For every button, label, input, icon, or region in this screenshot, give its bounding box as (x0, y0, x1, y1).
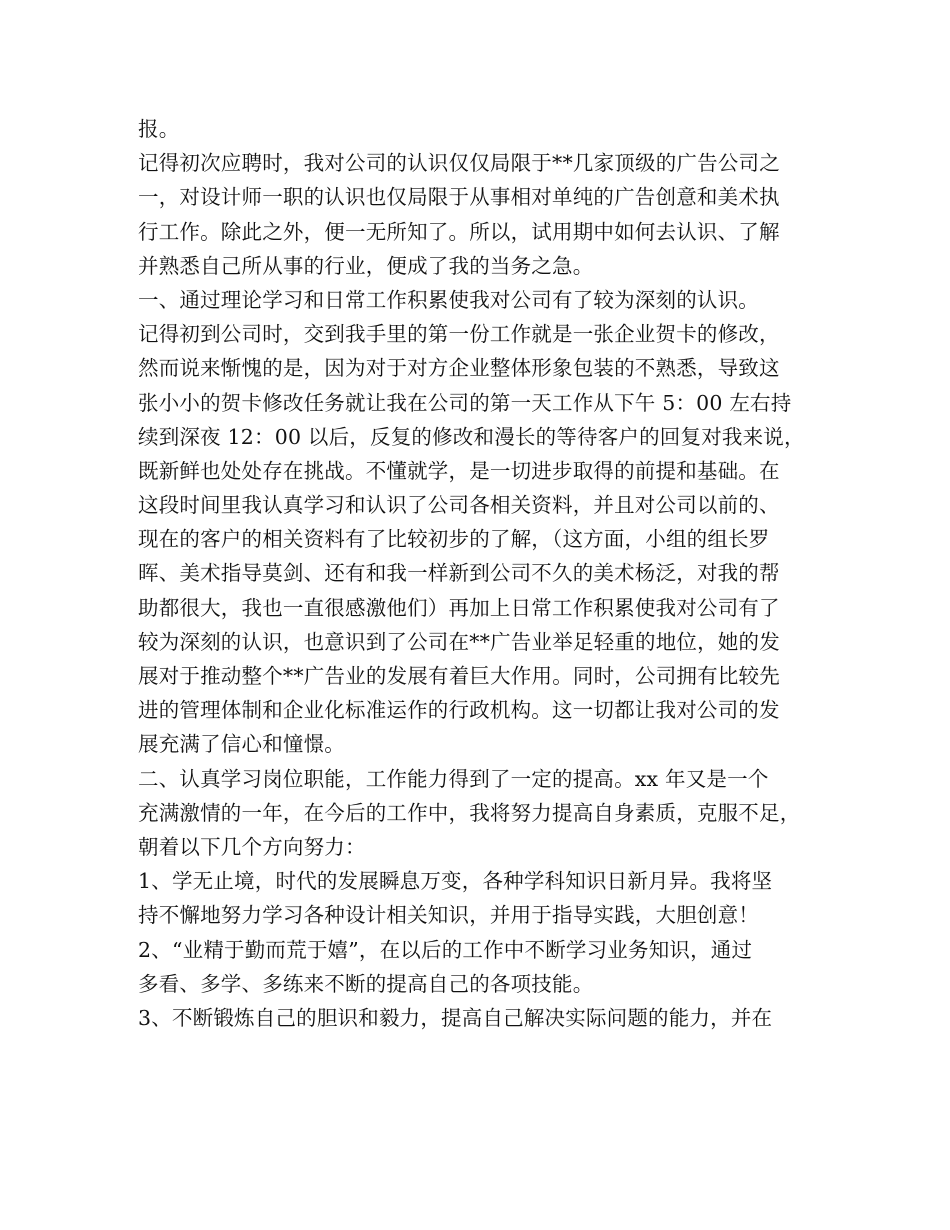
section-heading-2: 二、认真学习岗位职能，工作能力得到了一定的提高。xx 年又是一个 (138, 766, 769, 791)
text-line: 助都很大，我也一直很感激他们）再加上日常工作积累使我对公司有了 (138, 595, 780, 620)
text-line: 记得初到公司时，交到我手里的第一份工作就是一张企业贺卡的修改， (138, 322, 780, 347)
text-line: 朝着以下几个方向努力： (138, 834, 366, 859)
document-body (138, 112, 838, 1035)
list-item-3: 3、不断锻炼自己的胆识和毅力，提高自己解决实际问题的能力，并在 (138, 1005, 773, 1030)
text-line: 这段时间里我认真学习和认识了公司各相关资料，并且对公司以前的、 (138, 493, 780, 518)
text-line: 多看、多学、多练来不断的提高自己的各项技能。 (138, 971, 594, 996)
text-line: 既新鲜也处处存在挑战。不懂就学，是一切进步取得的前提和基础。在 (138, 458, 780, 483)
text-line: 展充满了信心和憧憬。 (138, 732, 345, 757)
text-line: 行工作。除此之外，便一无所知了。所以，试用期中如何去认识、了解 (138, 219, 780, 244)
list-item-1: 1、学无止境，时代的发展瞬息万变，各种学科知识日新月异。我将坚 (138, 869, 773, 894)
text-line: 记得初次应聘时，我对公司的认识仅仅局限于**几家顶级的广告公司之 (138, 151, 780, 176)
section-heading-1: 一、通过理论学习和日常工作积累使我对公司有了较为深刻的认识。 (138, 287, 759, 312)
text-line: 报。 (138, 117, 180, 141)
text-line: 晖、美术指导莫剑、还有和我一样新到公司不久的美术杨泛，对我的帮 (138, 561, 780, 586)
text-line: 续到深夜 12：00 以后，反复的修改和漫长的等待客户的回复对我来说， (138, 424, 805, 449)
text-line: 现在的客户的相关资料有了比较初步的了解，（这方面，小组的组长罗 (138, 527, 770, 552)
text-line: 较为深刻的认识，也意识到了公司在**广告业举足轻重的地位，她的发 (138, 629, 780, 654)
text-line: 然而说来惭愧的是，因为对于对方企业整体形象包装的不熟悉，导致这 (138, 356, 780, 381)
text-line: 进的管理体制和企业化标准运作的行政机构。这一切都让我对公司的发 (138, 698, 780, 723)
text-line: 充满激情的一年，在今后的工作中，我将努力提高自身素质，克服不足， (138, 800, 801, 825)
text-line: 展对于推动整个**广告业的发展有着巨大作用。同时，公司拥有比较先 (138, 664, 780, 688)
text-line: 并熟悉自己所从事的行业，便成了我的当务之急。 (138, 253, 594, 278)
text-line: 一，对设计师一职的认识也仅局限于从事相对单纯的广告创意和美术执 (138, 185, 780, 210)
list-item-2: 2、“业精于勤而荒于嬉”，在以后的工作中不断学习业务知识，通过 (138, 937, 753, 962)
text-line: 张小小的贺卡修改任务就让我在公司的第一天工作从下午 5：00 左右持 (138, 390, 792, 415)
text-line: 持不懈地努力学习各种设计相关知识，并用于指导实践，大胆创意！ (138, 903, 759, 928)
